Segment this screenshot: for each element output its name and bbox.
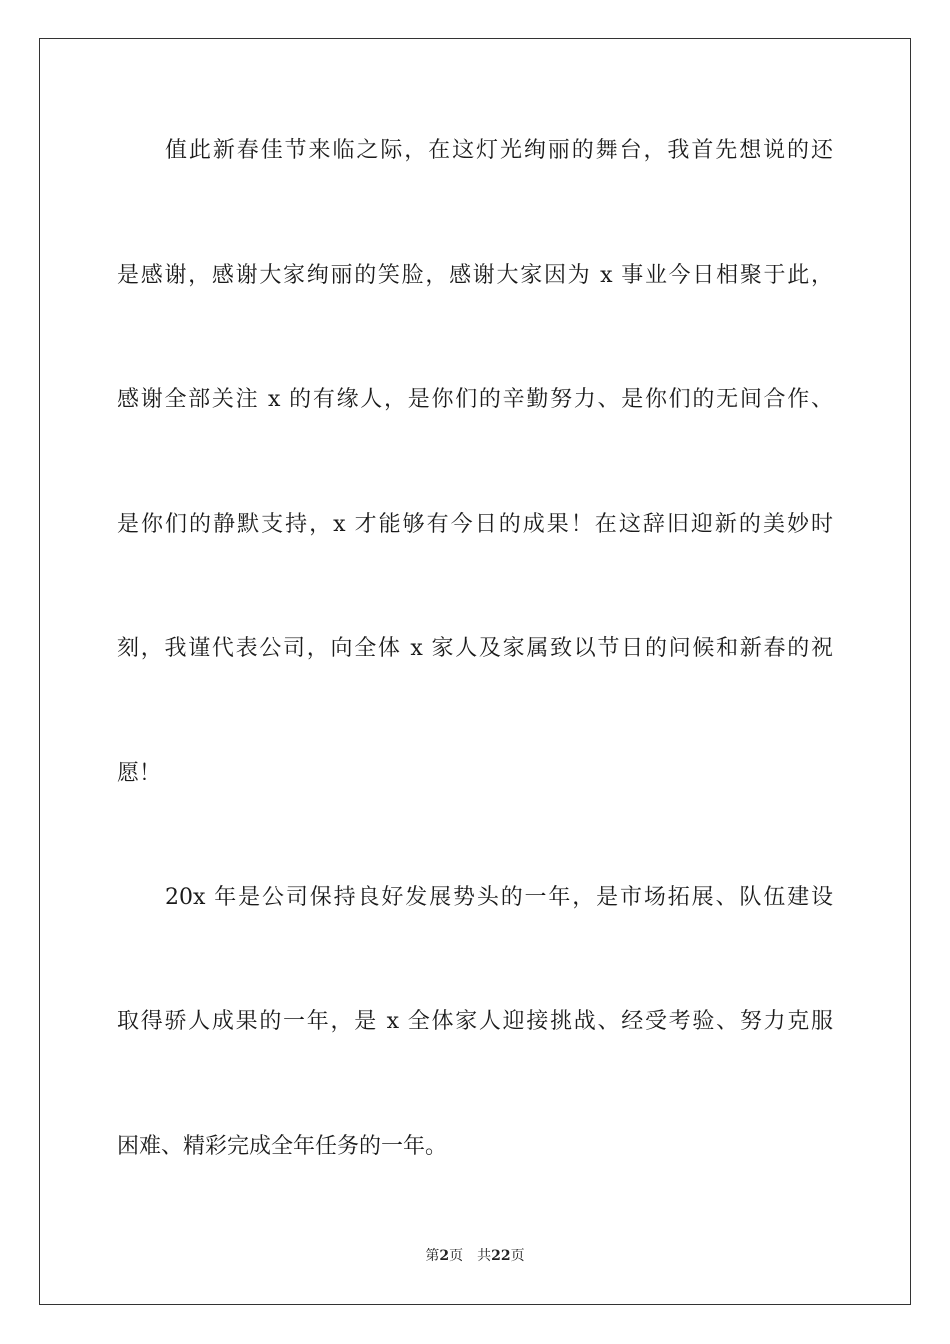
total-suffix: 页 — [510, 1248, 525, 1264]
paragraph-1-line-4: 是你们的静默支持，x 才能够有今日的成果！在这辞旧迎新的美妙时 — [117, 512, 833, 537]
page-suffix: 页 — [449, 1248, 464, 1264]
paragraph-1-line-6: 愿！ — [117, 761, 162, 786]
page-number: 2 — [439, 1248, 450, 1264]
page-prefix: 第 — [425, 1248, 440, 1264]
paragraph-1-line-3: 感谢全部关注 x 的有缘人，是你们的辛勤努力、是你们的无间合作、 — [117, 387, 833, 412]
paragraph-1-line-1: 值此新春佳节来临之际，在这灯光绚丽的舞台，我首先想说的还 — [165, 138, 833, 163]
page-footer — [0, 1246, 950, 1266]
paragraph-1-line-2: 是感谢，感谢大家绚丽的笑脸，感谢大家因为 x 事业今日相聚于此， — [117, 263, 833, 288]
paragraph-2-line-2: 取得骄人成果的一年，是 x 全体家人迎接挑战、经受考验、努力克服 — [117, 1009, 833, 1034]
total-prefix: 共 — [477, 1248, 492, 1264]
page-border — [39, 38, 911, 1305]
paragraph-2-line-1: 20x 年是公司保持良好发展势头的一年，是市场拓展、队伍建设 — [165, 885, 833, 910]
total-pages: 22 — [491, 1248, 511, 1264]
paragraph-2-line-3: 困难、精彩完成全年任务的一年。 — [117, 1134, 448, 1159]
paragraph-1-line-5: 刻，我谨代表公司，向全体 x 家人及家属致以节日的问候和新春的祝 — [117, 636, 833, 661]
